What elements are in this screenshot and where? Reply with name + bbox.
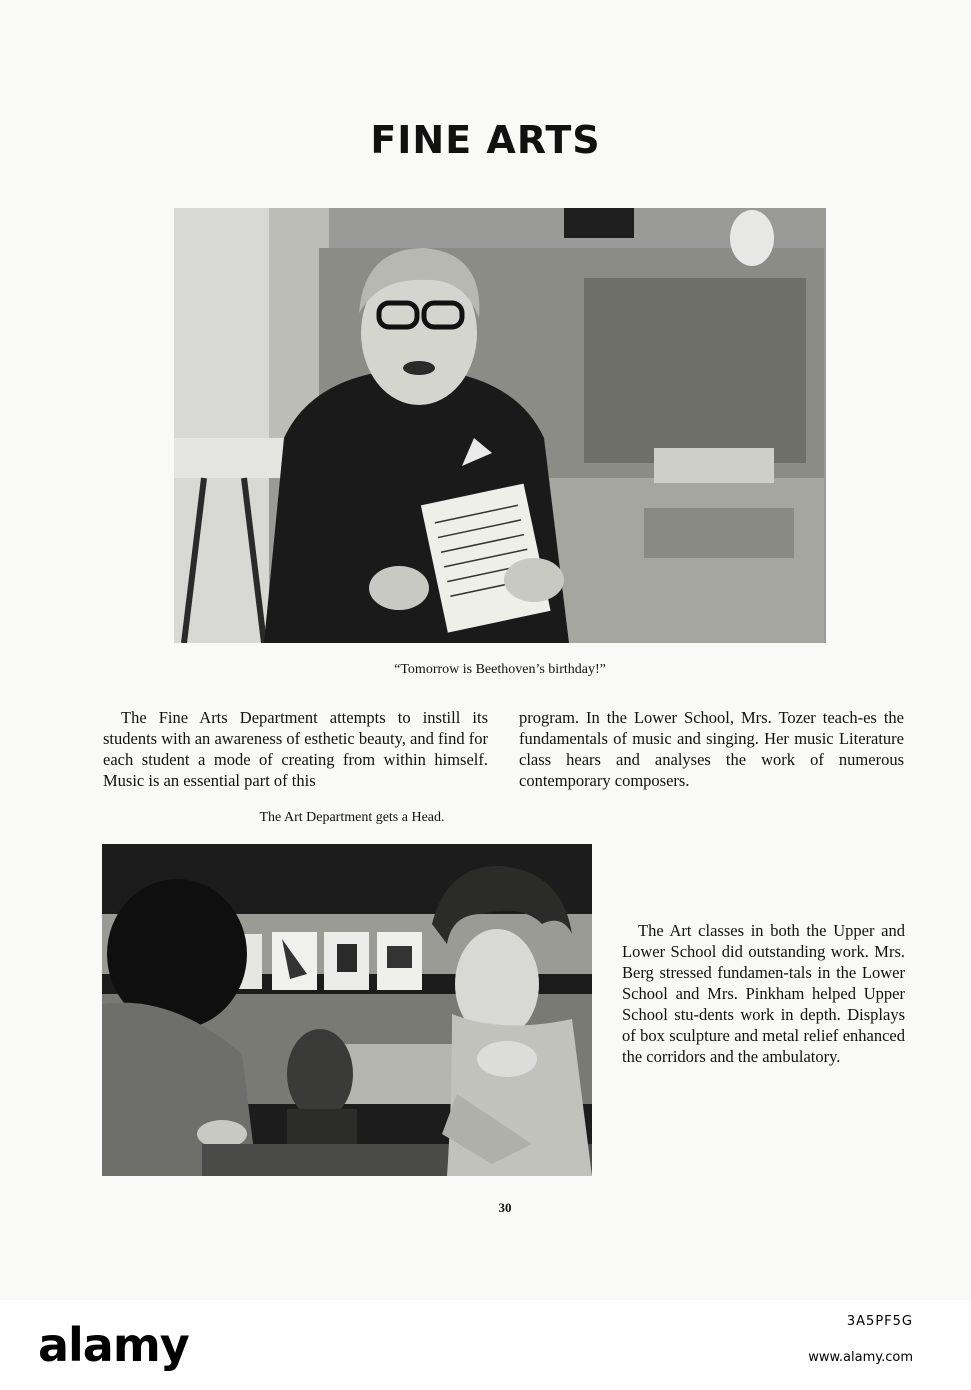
photo-music-teacher [174, 208, 826, 643]
page-title: FINE ARTS [370, 118, 601, 162]
stock-id: 3A5PF5G [846, 1314, 913, 1329]
body-column-art: The Art classes in both the Upper and Lower School did outstanding work. Mrs. Berg stressed fundamen-tals in the Lower School and Mrs. Pinkham helped Upper School stu-dents work in depth. Displays of box sculpture and metal relief enhanced the corridors and the ambulatory. [622, 921, 905, 1066]
photo1-caption: “Tomorrow is Beethoven’s birthday!” [394, 662, 606, 677]
photo2-caption: The Art Department gets a Head. [259, 810, 445, 825]
body-column-left: The Fine Arts Department attempts to instill its students with an awareness of esthetic beauty, and find for each student a mode of creating from within himself. Music is an essential part of this [103, 708, 488, 790]
body-column-right: program. In the Lower School, Mrs. Tozer teach-es the fundamentals of music and singing. Her music Literature class hears and analyses the work of numerous contemporary composers. [519, 708, 904, 790]
art-class-illustration [102, 844, 592, 1176]
music-teacher-illustration [174, 208, 826, 643]
page-number: 30 [498, 1200, 512, 1215]
alamy-logo: alamy [38, 1318, 189, 1372]
stock-url: www.alamy.com [808, 1350, 913, 1365]
photo-art-class [102, 844, 592, 1176]
watermark-footer [0, 1300, 971, 1390]
